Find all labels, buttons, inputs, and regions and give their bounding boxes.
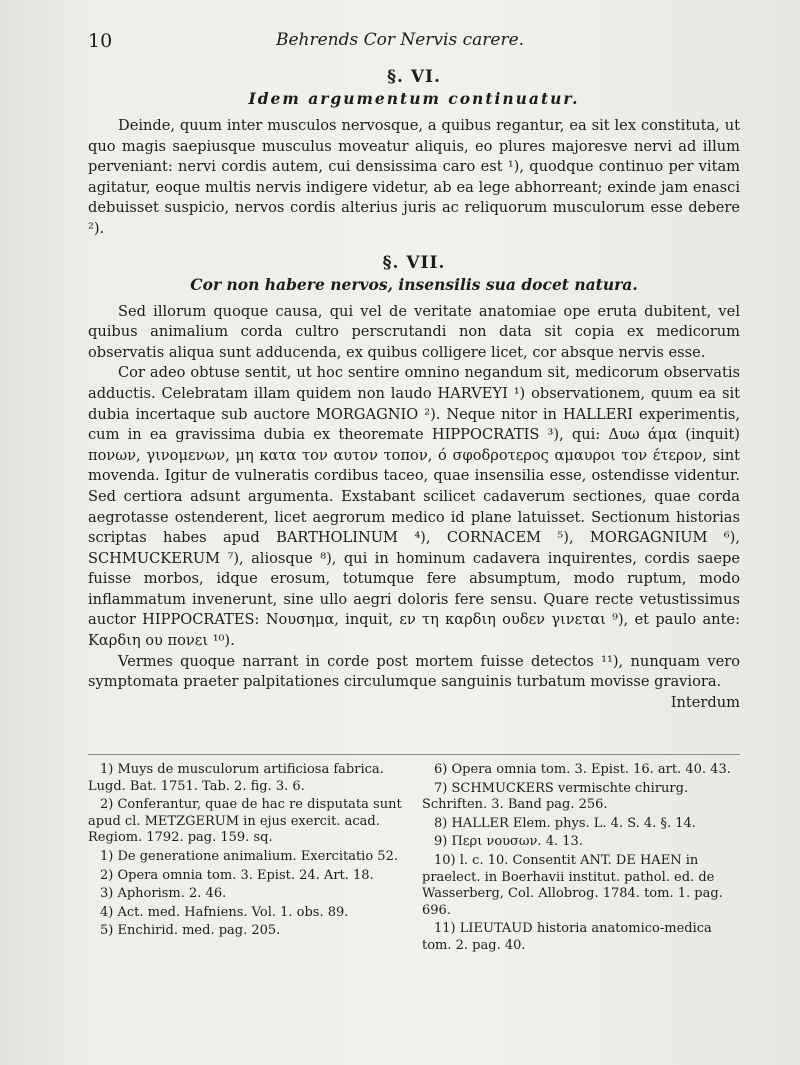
footnote: 8) HALLER Elem. phys. L. 4. S. 4. §. 14.	[434, 815, 696, 831]
footnote: 9) Περι νουσων. 4. 13.	[434, 834, 583, 850]
footnote: 3) Aphorism. 2. 46.	[100, 886, 227, 902]
paragraph: Cor adeo obtuse sentit, ut hoc sentire omnino negandum sit, medicorum observatis adductis. Celebratam illam quidem non laudo HARVEYI ¹) observationem, quum ea sit dubia incertaque sub auctore MORGAGNIO ²). Neque nitor in HALLERI experimentis, cum in ea gravissima dubia ex theoremate HIPPOCRATIS ³), qui: Δυω άμα (inquit) πονων, γινομενων, μη κατα τον αυτον τοπον, ό σφοδροτερος αμαυροι τον έτερον, sint movenda. Igitur de vulneratis cordibus taceo, quae insensilia esse, ostendisse videntur. Sed certiora adsunt argumenta. Exstabant scilicet cadaverum sectiones, quae corda aegrotasse ostenderent, licet aegrorum medico id plane latuisset. Sectionum historias scriptas habes apud BARTHOLINUM ⁴), CORNACEM ⁵), MORGAGNIUM ⁶), SCHMUCKERUM ⁷), aliosque ⁸), qui in hominum cadavera inquirentes, cordis saepe fuisse morbos, idque erosum, totumque fere absumptum, modo ruptum, modo inflammatum invenerunt, sine ullo aegri doloris fere sensu. Quare recte vetustissimus auctor HIPPOCRATES: Νουσημα, inquit, εν τη καρδιη ουδεν γινεται ⁹), et paulo ante: Καρδιη ου πονει ¹⁰).	[88, 364, 740, 650]
footnote: 1) Muys de musculorum artificiosa fabrica. Lugd. Bat. 1751. Tab. 2. fig. 3. 6.	[88, 762, 384, 794]
section-heading: §. VI.	[387, 67, 441, 87]
main-text	[88, 66, 740, 713]
footnote: 11) LIEUTAUD historia anatomico-medica tom. 2. pag. 40.	[422, 921, 712, 953]
footnotes	[88, 762, 740, 957]
section-7	[88, 252, 740, 693]
paragraph: Sed illorum quoque causa, qui vel de veritate anatomiae ope eruta dubitent, vel quibus animalium corda cultro perscrutandi non data sit copia ex medicorum observatis aliqua sunt adducenda, ex quibus colligere licet, cor absque nervis esse.	[88, 302, 740, 361]
footnote-rule	[88, 754, 740, 755]
footnote: 6) Opera omnia tom. 3. Epist. 16. art. 40. 43.	[434, 762, 731, 777]
footnote: 7) SCHMUCKERS vermischte chirurg. Schriften. 3. Band pag. 256.	[422, 780, 689, 813]
section-subtitle: Idem argumentum continuatur.	[248, 89, 580, 108]
footnote: 10) l. c. 10. Consentit ANT. DE HAEN in praelect. in Boerhavii institut. pathol. ed. de Wasserberg, Col. Allobrog. 1784. tom. 1. pag. 696.	[422, 852, 723, 918]
section-heading: §. VII.	[382, 252, 446, 273]
footnote: 2) Conferantur, quae de hac re disputata sunt apud cl. METZGERUM in ejus exercit. acad. Regiom. 1792. pag. 159. sq.	[88, 797, 402, 846]
footnote: 1) De generatione animalium. Exercitatio 52.	[100, 848, 398, 864]
footnote: 2) Opera omnia tom. 3. Epist. 24. Art. 18.	[100, 867, 374, 883]
running-title: Behrends Cor Nervis carere.	[275, 30, 525, 50]
section-subtitle: Cor non habere nervos, insensilis sua docet natura.	[190, 274, 638, 294]
catchword: Interdum	[670, 693, 740, 711]
section-6	[88, 66, 740, 240]
footnotes-right-column	[422, 762, 740, 957]
paragraph: Vermes quoque narrant in corde post mortem fuisse detectos ¹¹), nunquam vero symptomata praeter palpitationes circulumque sanguinis turbatum movisse graviora.	[88, 652, 740, 691]
footnote: 4) Act. med. Hafniens. Vol. 1. obs. 89.	[100, 904, 349, 920]
page-number: 10	[88, 30, 113, 52]
running-head	[0, 30, 800, 54]
footnotes-left-column	[88, 762, 406, 957]
paragraph: Deinde, quum inter musculos nervosque, a quibus regantur, ea sit lex constituta, ut quo magis saepiusque musculus moveatur aliquis, eo plures majoresve nervi ad illum perveniant: nervi cordis autem, cui densissima caro est ¹), quodque continuo per vitam agitatur, eoque multis nervis indigere videtur, ab ea lege abhorreant; exinde jam enasci debuisset suspicio, nervos cordis alterius juris ac reliquorum musculorum esse debere ²).	[88, 117, 740, 237]
footnote: 5) Enchirid. med. pag. 205.	[100, 923, 281, 939]
